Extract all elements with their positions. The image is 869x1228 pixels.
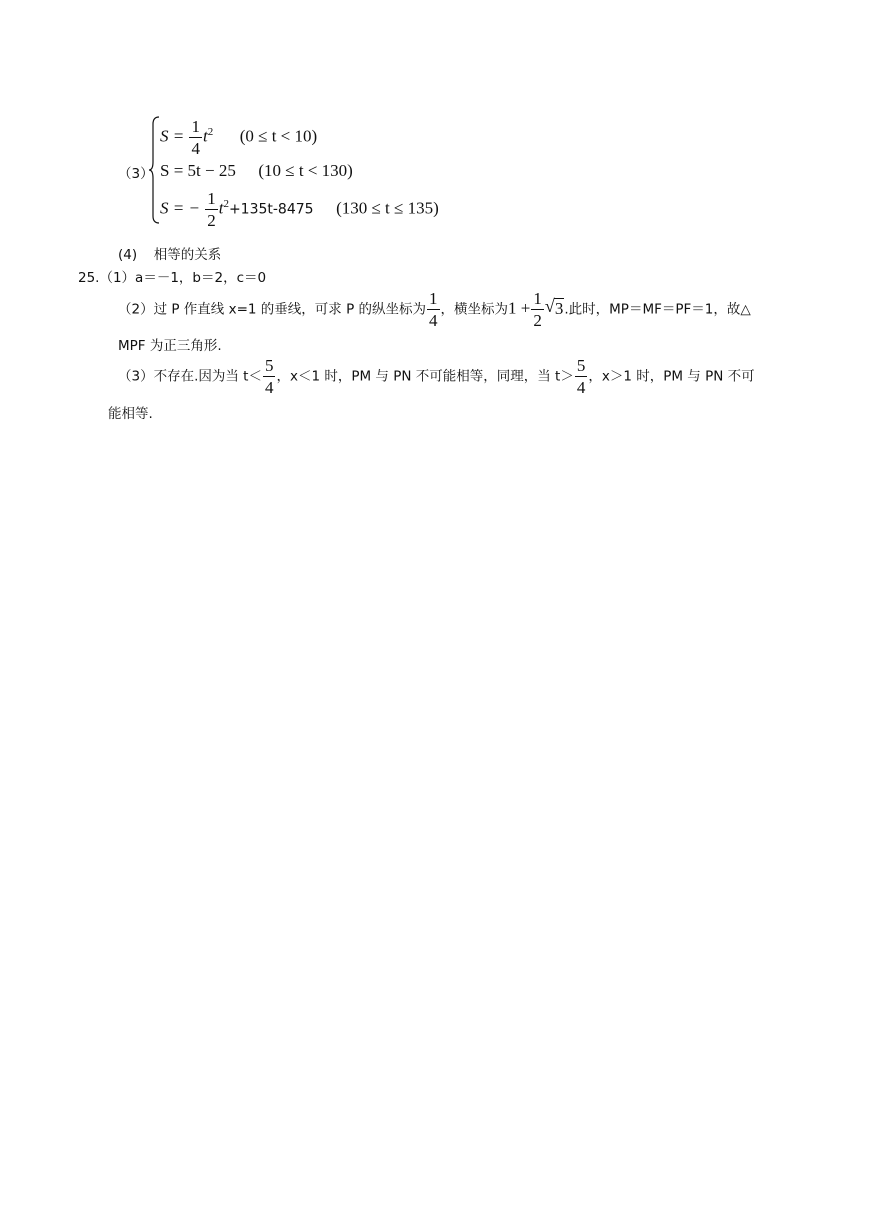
q25-p2-fraction-2: $\frac{1}{2}$ — [533, 289, 542, 330]
piece2-expr: S = 5t − 25 — [160, 161, 236, 180]
q25-p3-fraction-2: $\frac{5}{4}$ — [576, 356, 586, 397]
q25-header: 25.（1）a＝－1，b＝2，c＝0 — [78, 270, 267, 286]
part4-label: (4) — [118, 247, 138, 263]
sqrt-symbol: √ 3 — [544, 295, 564, 318]
piece2-condition: (10 ≤ t < 130) — [258, 161, 353, 180]
q25-p2-fraction-1: $\frac{1}{4}$ — [429, 289, 438, 330]
q25-p3-fraction-1: $\frac{5}{4}$ — [264, 356, 274, 397]
piece3-lhs: S = − — [160, 198, 200, 218]
part4-text: 相等的关系 — [153, 247, 222, 263]
piece-line-1: S = $\frac{1}{4}$ $t^2$ (0 ≤ t < 10) — [160, 117, 318, 158]
piece-line-3: S = − $\frac{1}{2}$ $t^2+135t-8475$ (130 ≤ t ≤ 135) — [160, 189, 439, 230]
part3-label: （3） — [118, 166, 154, 182]
piece3-fraction: $\frac{1}{2}$ — [207, 189, 216, 230]
piece-line-2 — [160, 161, 353, 181]
left-brace — [148, 116, 160, 224]
piece3-condition: (130 ≤ t ≤ 135) — [336, 198, 439, 218]
q25-part2-line1: （2）过 P 作直线 x=1 的垂线，可求 P 的纵坐标为 $\frac{1}{4}$ ，横坐标为1 + $\frac{1}{2}$ √ 3.此时，MP＝MF＝PF＝1，故△ — [118, 289, 751, 330]
piece1-lhs: S = — [160, 126, 185, 146]
part4-line — [118, 243, 221, 263]
q25-part2-line2: MPF 为正三角形. — [118, 338, 222, 354]
q25-part3-line2: 能相等. — [108, 406, 153, 422]
q25-part3-line1: （3）不存在.因为当 t＜ $\frac{5}{4}$ ，x＜1 时，PM 与 PN 不可能相等，同理，当 t＞ $\frac{5}{4}$ ，x＞1 时，PM 与 PN 不可 — [118, 356, 755, 397]
piece1-fraction: $\frac{1}{4}$ — [191, 117, 200, 158]
piece1-condition: (0 ≤ t < 10) — [239, 126, 318, 146]
